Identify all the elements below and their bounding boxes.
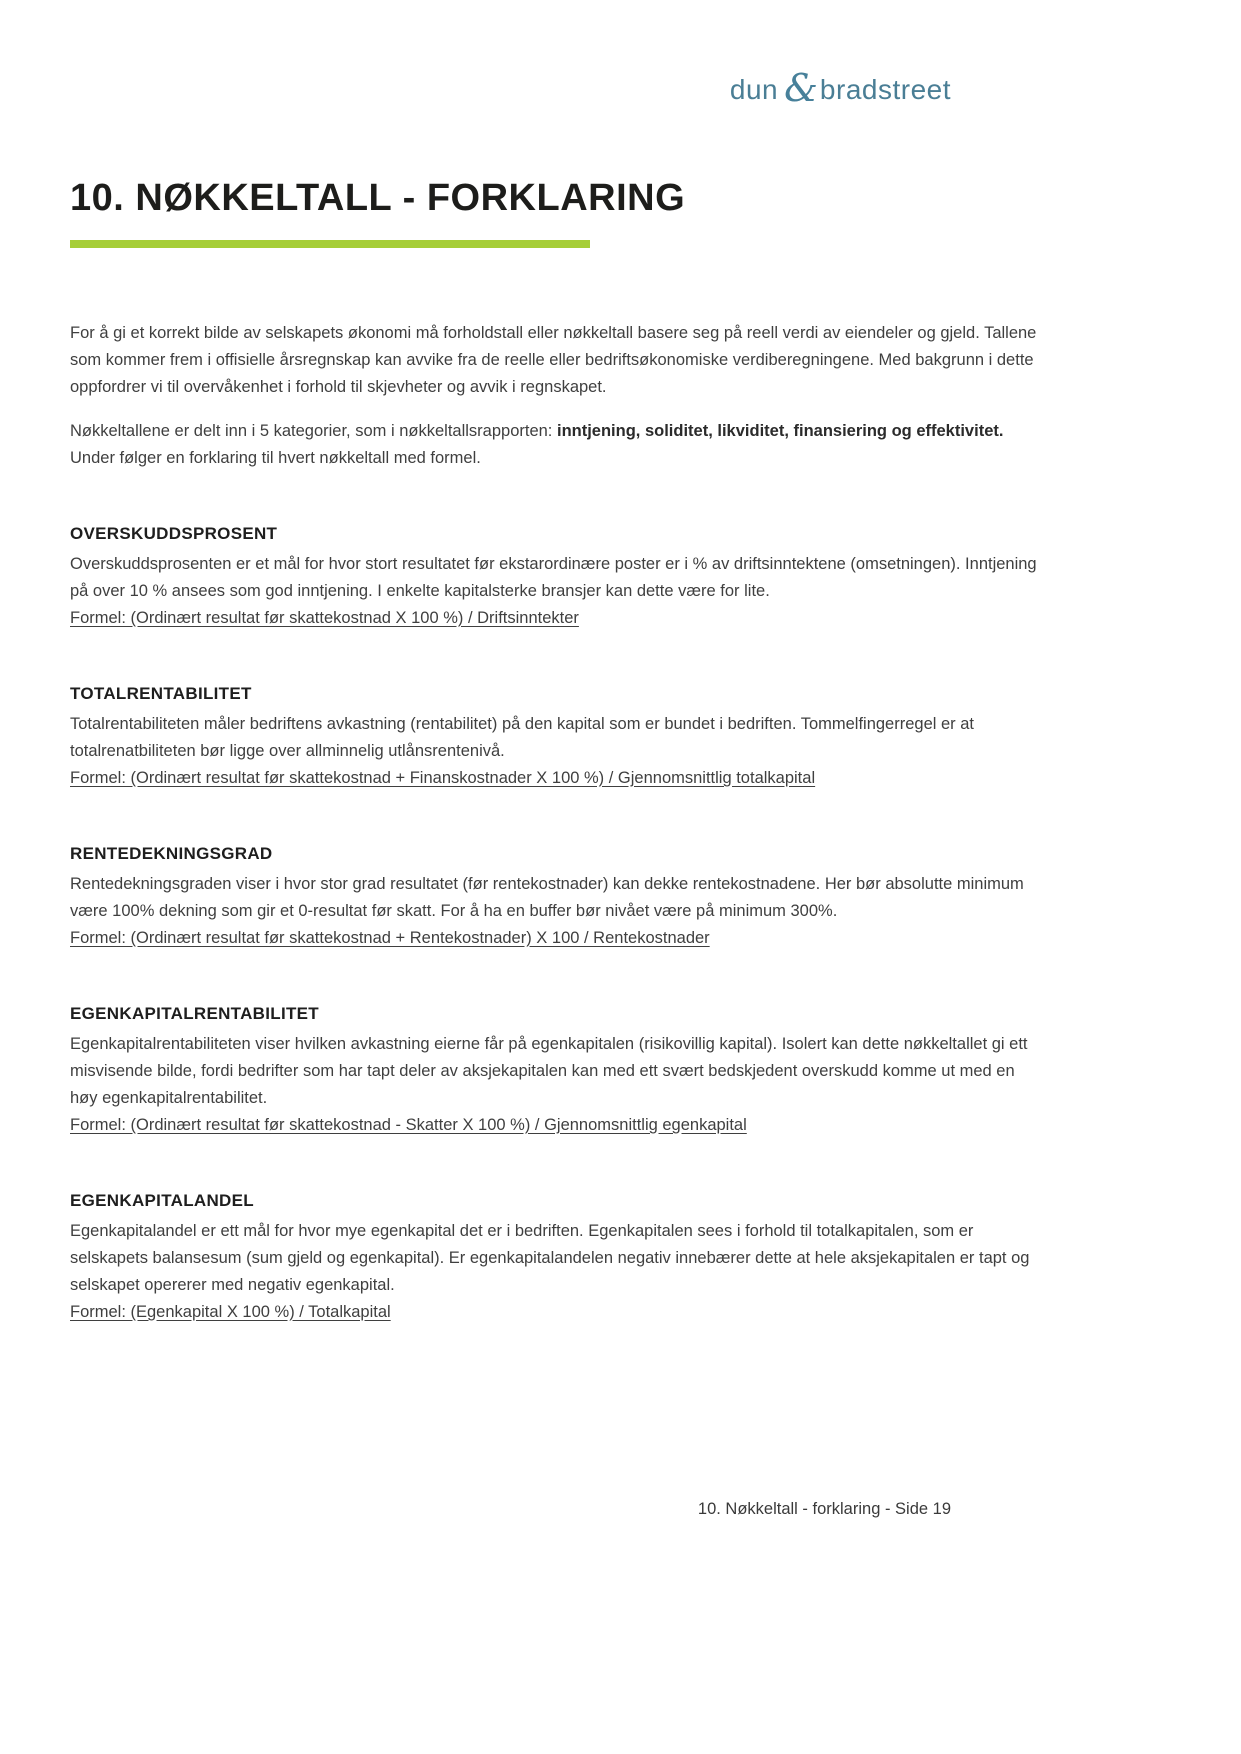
section-body: Egenkapitalandel er ett mål for hvor mye egenkapital det er i bedriften. Egenkapitalen sees i forhold til totalkapitalen, som er selskapets balansesum (sum gjeld og egenkapital). Er egenkapitalandelen negativ innebærer dette at hele aksjekapitalen er tapt og selskapet opererer med negativ egenkapital. <box>70 1221 1030 1294</box>
logo-text-bradstreet: bradstreet <box>819 74 951 105</box>
section-formula: Formel: (Ordinært resultat før skattekostnad + Finanskostnader X 100 %) / Gjennomsnittlig totalkapital <box>70 768 816 787</box>
section-egenkapitalrentabilitet <box>70 1000 1041 1139</box>
logo-text-dun: dun <box>729 74 779 105</box>
page-title: 10. NØKKELTALL - FORKLARING <box>70 177 686 219</box>
logo-ampersand-icon: & <box>784 66 818 110</box>
categories-paragraph <box>70 418 1041 472</box>
section-heading: RENTEDEKNINGSGRAD <box>70 843 273 863</box>
section-body: Totalrentabiliteten måler bedriftens avkastning (rentabilitet) på den kapital som er bundet i bedriften. Tommelfingerregel er at totalrenatbiliteten bør ligge over allminnelig utlånsrentenivå. <box>70 714 975 760</box>
categories-paragraph-prefix: Nøkkeltallene er delt inn i 5 kategorier, som i nøkkeltallsrapporten: <box>70 421 557 440</box>
section-overskuddsprosent <box>70 520 1041 632</box>
section-body: Rentedekningsgraden viser i hvor stor grad resultatet (før rentekostnader) kan dekke rentekostnadene. Her bør absolutte minimum være 100% dekning som gir et 0-resultat før skatt. For å ha en buffer bør nivået være på minimum 300%. <box>70 874 1024 920</box>
section-totalrentabilitet <box>70 680 1041 792</box>
section-formula: Formel: (Egenkapital X 100 %) / Totalkapital <box>70 1302 391 1321</box>
section-body: Overskuddsprosenten er et mål for hvor stort resultatet før ekstarordinære poster er i % av driftsinntektene (omsetningen). Inntjening på over 10 % ansees som god inntjening. I enkelte kapitalsterke bransjer kan dette være for lite. <box>70 554 1037 600</box>
section-heading: OVERSKUDDSPROSENT <box>70 523 278 543</box>
section-body: Egenkapitalrentabiliteten viser hvilken avkastning eierne får på egenkapitalen (risikovillig kapital). Isolert kan dette nøkkeltallet gi ett misvisende bilde, fordi bedrifter som har tapt deler av aksjekapitalen kan med ett svært bedskjedent overskudd komme ut med en høy egenkapitalrentabilitet. <box>70 1034 1028 1107</box>
categories-paragraph-bold: inntjening, soliditet, likviditet, finansiering og effektivitet. <box>556 421 1004 440</box>
section-rentedekningsgrad <box>70 840 1041 952</box>
section-heading: EGENKAPITALRENTABILITET <box>70 1003 319 1023</box>
section-heading: EGENKAPITALANDEL <box>70 1190 254 1210</box>
section-egenkapitalandel <box>70 1187 1041 1326</box>
title-accent-bar <box>70 240 590 248</box>
page-footer: 10. Nøkkeltall - forklaring - Side 19 <box>697 1500 951 1518</box>
section-formula: Formel: (Ordinært resultat før skattekostnad + Rentekostnader) X 100 / Rentekostnader <box>70 928 710 947</box>
section-heading: TOTALRENTABILITET <box>70 683 252 703</box>
section-formula: Formel: (Ordinært resultat før skattekostnad X 100 %) / Driftsinntekter <box>70 608 579 627</box>
section-formula: Formel: (Ordinært resultat før skattekostnad - Skatter X 100 %) / Gjennomsnittlig egenkapital <box>70 1115 747 1134</box>
intro-paragraph: For å gi et korrekt bilde av selskapets økonomi må forholdstall eller nøkkeltall basere seg på reell verdi av eiendeler og gjeld. Tallene som kommer frem i offisielle årsregnskap kan avvike fra de reelle eller bedriftsøkonomiske verdiberegningene. Med bakgrunn i dette oppfordrer vi til overvåkenhet i forhold til skjevheter og avvik i regnskapet. <box>70 323 1037 396</box>
categories-paragraph-suffix: Under følger en forklaring til hvert nøkkeltall med formel. <box>70 448 481 467</box>
